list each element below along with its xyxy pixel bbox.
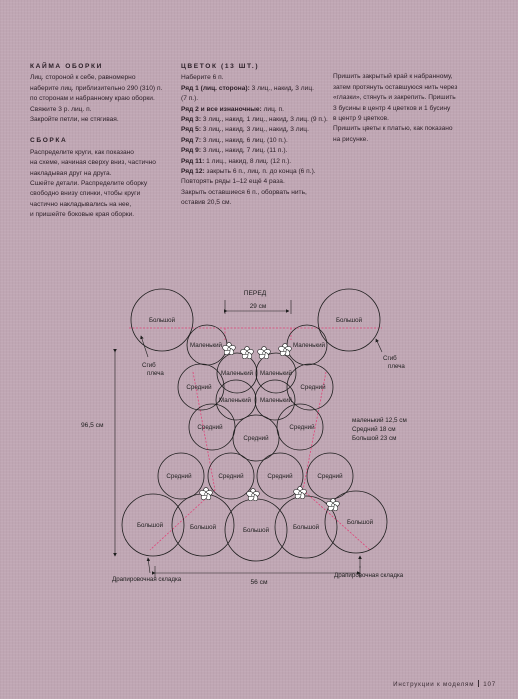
section-title-border: КАЙМА ОБОРКИ: [30, 63, 103, 70]
flower-row: [181, 125, 321, 135]
flower-row: [181, 167, 321, 177]
text-line: Свяжите 3 р. лиц. п.: [30, 105, 92, 113]
text-line: Лиц. стороной к себе, равномерно: [30, 74, 136, 82]
size-small: маленький 12,5 см: [352, 417, 407, 424]
flower-icon: [199, 487, 213, 500]
label-big: Большой: [346, 519, 374, 526]
label-small: Маленький: [260, 370, 292, 377]
row-label: Ряд 11:: [181, 157, 205, 165]
text-line: «глазки», стянуть и закрепить. Пришить: [333, 94, 456, 102]
row-text: (7 п.).: [181, 95, 199, 103]
label-small: Маленький: [293, 342, 325, 349]
flower-row: [181, 157, 321, 167]
top-width-label: 29 см: [249, 303, 267, 310]
label-small: Маленький: [221, 370, 253, 377]
label-small: Маленький: [190, 342, 222, 349]
flower-icon: [326, 498, 340, 511]
section-title-flower: ЦВЕТОК (13 ШТ.): [181, 63, 260, 70]
row-text: 3 лиц., накид, 3 лиц., накид, 3 лиц.: [201, 126, 309, 134]
size-big: Большой 23 см: [352, 435, 397, 442]
text-line: на схеме, начиная сверху вниз, частично: [30, 159, 156, 167]
shoulder-fold-right: плеча: [388, 363, 405, 370]
label-medium: Средний: [317, 473, 343, 480]
border-instructions: [30, 73, 165, 125]
text-line: Пришить закрытый край к набранному,: [333, 73, 453, 81]
shoulder-fold-right: Сгиб: [383, 355, 397, 362]
flower-row: [181, 177, 321, 187]
flower-icon: [222, 342, 236, 355]
row-label: Ряд 9:: [181, 147, 202, 155]
row-label: Ряд 1 (лиц. сторона):: [181, 84, 250, 92]
row-text: Закрыть оставшиеся 6 п., оборвать нить,: [181, 188, 307, 196]
row-text: Повторять ряды 1–12 ещё 4 раза.: [181, 178, 285, 186]
label-big: Большой: [242, 527, 270, 534]
label-medium: Средний: [166, 473, 192, 480]
row-label: Ряд 12:: [181, 168, 205, 176]
column-left: [30, 62, 165, 221]
label-big: Большой: [136, 522, 164, 529]
label-medium: Средний: [186, 384, 212, 391]
flower-row: [181, 73, 321, 83]
flower-row: [181, 146, 321, 156]
label-big: Большой: [335, 317, 363, 324]
label-small: Маленький: [219, 397, 251, 404]
label-small: Маленький: [260, 397, 292, 404]
text-line: частично накладывались на нее,: [30, 200, 132, 208]
text-line: затем протянуть оставшуюся нить через: [333, 83, 458, 91]
label-medium: Средний: [218, 473, 244, 480]
label-medium: Средний: [300, 384, 326, 391]
text-line: Сшейте детали. Распределите оборку: [30, 180, 148, 188]
size-medium: Средний 18 см: [352, 426, 396, 433]
row-text: 3 лиц., накид, 6 лиц. (10 п.).: [201, 136, 288, 144]
text-line: наберите лиц. приблизительно 290 (310) п.: [30, 84, 163, 92]
label-medium: Средний: [289, 424, 315, 431]
row-label: Ряд 7:: [181, 136, 202, 144]
text-line: Закройте петли, не стягивая.: [30, 116, 119, 124]
row-text: 3 лиц., накид, 3 лиц.: [249, 84, 314, 92]
text-line: свободно внизу спинки, чтобы круги: [30, 190, 141, 198]
text-line: накладывая друг на друга.: [30, 169, 112, 177]
page-footer: [393, 680, 496, 688]
flower-row: [181, 136, 321, 146]
footer-divider: [478, 680, 479, 687]
flower-row: [181, 198, 321, 208]
text-line: Распределите круги, как показано: [30, 148, 134, 156]
bottom-width-dimension: [148, 556, 360, 578]
shoulder-fold-left: Сгиб: [142, 362, 156, 369]
label-medium: Средний: [267, 473, 293, 480]
circle-sizes: [352, 416, 407, 442]
text-line: в центр 9 цветков.: [333, 115, 389, 123]
text-line: 3 бусины в центр 4 цветков и 1 бусину: [333, 104, 451, 112]
footer-section-title: Инструкции к моделям: [393, 681, 475, 688]
assembly-diagram: [0, 280, 518, 600]
row-label: Ряд 3:: [181, 116, 202, 124]
flower-instructions: [181, 73, 328, 208]
label-big: Большой: [292, 524, 320, 531]
row-text: закрыть 6 п., лиц. п. до конца (6 п.).: [204, 168, 316, 176]
text-line: и пришейте боковые края оборки.: [30, 211, 135, 219]
pleat-left-label: Драпировочная складка: [112, 576, 182, 583]
flower-icon: [257, 346, 271, 359]
front-label: ПЕРЕД: [243, 290, 267, 297]
shoulder-fold-left: плеча: [147, 370, 164, 377]
pleat-right-label: Драпировочная складка: [334, 572, 404, 579]
section-title-assembly: СБОРКА: [30, 137, 68, 145]
text-line: на рисунке.: [333, 135, 369, 143]
page-number: 107: [483, 681, 496, 688]
row-text: лиц. п.: [261, 105, 284, 113]
text-line: по сторонам и набранному краю оборки.: [30, 95, 155, 103]
row-label: Ряд 2 и все изнаночные:: [181, 105, 262, 113]
row-text: 3 лиц., накид, 1 лиц., накид, 3 лиц. (9 п.).: [201, 116, 328, 124]
row-text: 3 лиц., накид, 7 лиц. (11 п.).: [201, 147, 288, 155]
flower-row: [181, 84, 321, 94]
flower-row: [181, 188, 321, 198]
flower-icon: [240, 346, 254, 359]
flower-row: [181, 105, 321, 115]
height-label: 96,5 см: [81, 422, 104, 429]
assembly-instructions: [30, 148, 165, 221]
label-medium: Средний: [197, 424, 223, 431]
flower-row: [181, 115, 328, 125]
column-right: [333, 62, 493, 145]
row-label: Ряд 5:: [181, 126, 202, 134]
row-text: 1 лиц., накид, 8 лиц. (12 п.).: [204, 157, 292, 165]
flower-row: [181, 94, 321, 104]
column-middle: [181, 62, 328, 209]
bottom-width-label: 56 см: [250, 579, 268, 586]
row-text: оставив 20,5 см.: [181, 199, 232, 207]
label-big: Большой: [189, 524, 217, 531]
label-big: Большой: [148, 317, 176, 324]
label-medium: Средний: [243, 435, 269, 442]
text-line: Пришить цветы к платью, как показано: [333, 125, 453, 133]
row-text: Наберите 6 п.: [181, 74, 224, 82]
